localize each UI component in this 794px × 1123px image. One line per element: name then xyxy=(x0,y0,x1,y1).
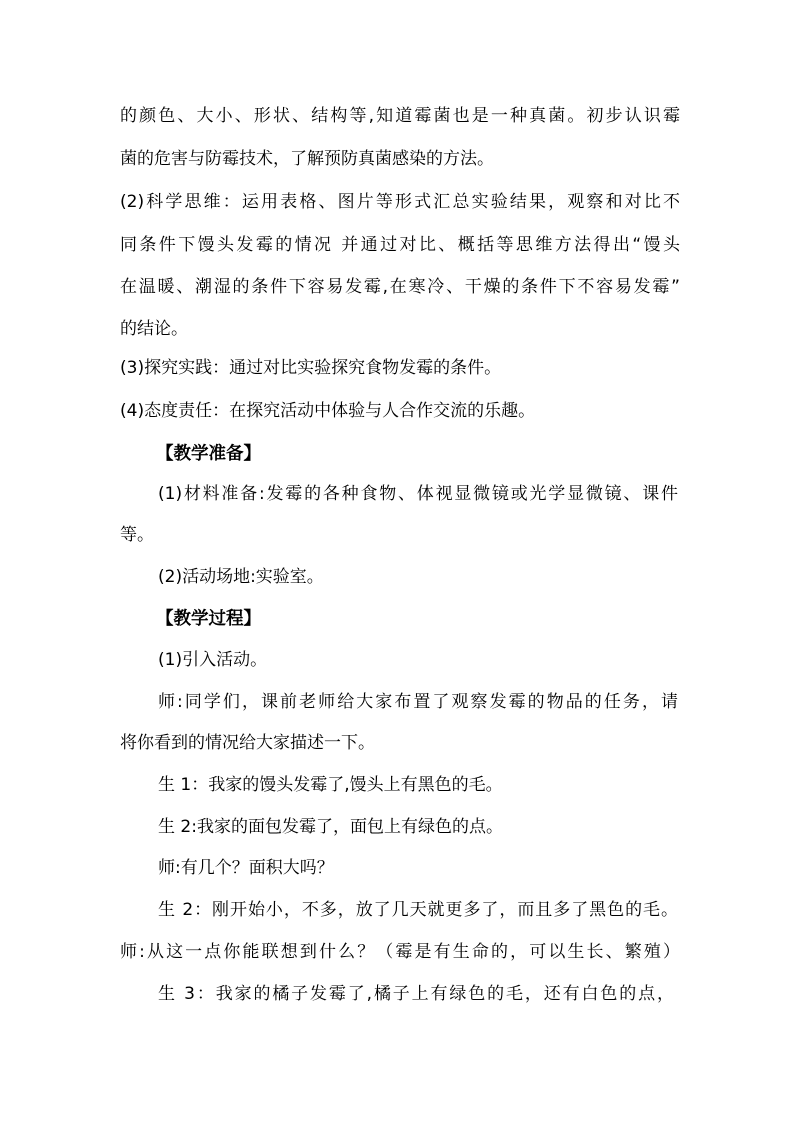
goal-line-6: 的结论。 xyxy=(120,319,188,339)
goal-line-2: 菌的危害与防霉技术，了解预防真菌感染的方法。 xyxy=(120,149,494,169)
process-line-6: 师:有几个？面积大吗？ xyxy=(158,858,334,878)
goal-line-4: 同条件下馒头发霉的情况 并通过对比、概括等思维方法得出“馒头 xyxy=(120,235,680,255)
process-heading: 【教学过程】 xyxy=(156,609,261,629)
goal-line-3: (2)科学思维：运用表格、图片等形式汇总实验结果，观察和对比不 xyxy=(120,192,680,212)
process-line-1: (1)引入活动。 xyxy=(158,650,268,670)
goal-line-5: 在温暖、潮湿的条件下容易发霉,在寒冷、干燥的条件下不容易发霉” xyxy=(120,277,680,297)
goal-line-7: (3)探究实践：通过对比实验探究食物发霉的条件。 xyxy=(120,358,502,378)
prep-line-1: (1)材料准备:发霉的各种食物、体视显微镜或光学显微镜、课件 xyxy=(158,484,678,504)
process-line-2: 师:同学们，课前老师给大家布置了观察发霉的物品的任务，请 xyxy=(158,692,678,712)
prep-line-2: 等。 xyxy=(120,525,154,545)
prep-line-3: (2)活动场地:实验室。 xyxy=(158,567,324,587)
prep-heading: 【教学准备】 xyxy=(156,444,261,464)
process-line-5: 生 2:我家的面包发霉了，面包上有绿色的点。 xyxy=(158,817,503,837)
process-line-7: 生 2：刚开始小，不多，放了几天就更多了，而且多了黑色的毛。 xyxy=(158,900,678,920)
process-line-4: 生 1：我家的馒头发霉了,馒头上有黑色的毛。 xyxy=(158,775,503,795)
process-line-3: 将你看到的情况给大家描述一下。 xyxy=(120,733,375,753)
process-line-8: 师:从这一点你能联想到什么？（霉是有生命的，可以生长、繁殖） xyxy=(120,942,680,962)
process-line-9: 生 3：我家的橘子发霉了,橘子上有绿色的毛，还有白色的点， xyxy=(158,984,674,1004)
goal-line-8: (4)态度责任：在探究活动中体验与人合作交流的乐趣。 xyxy=(120,401,536,421)
goal-line-1: 的颜色、大小、形状、结构等,知道霉菌也是一种真菌。初步认识霉 xyxy=(120,106,680,126)
